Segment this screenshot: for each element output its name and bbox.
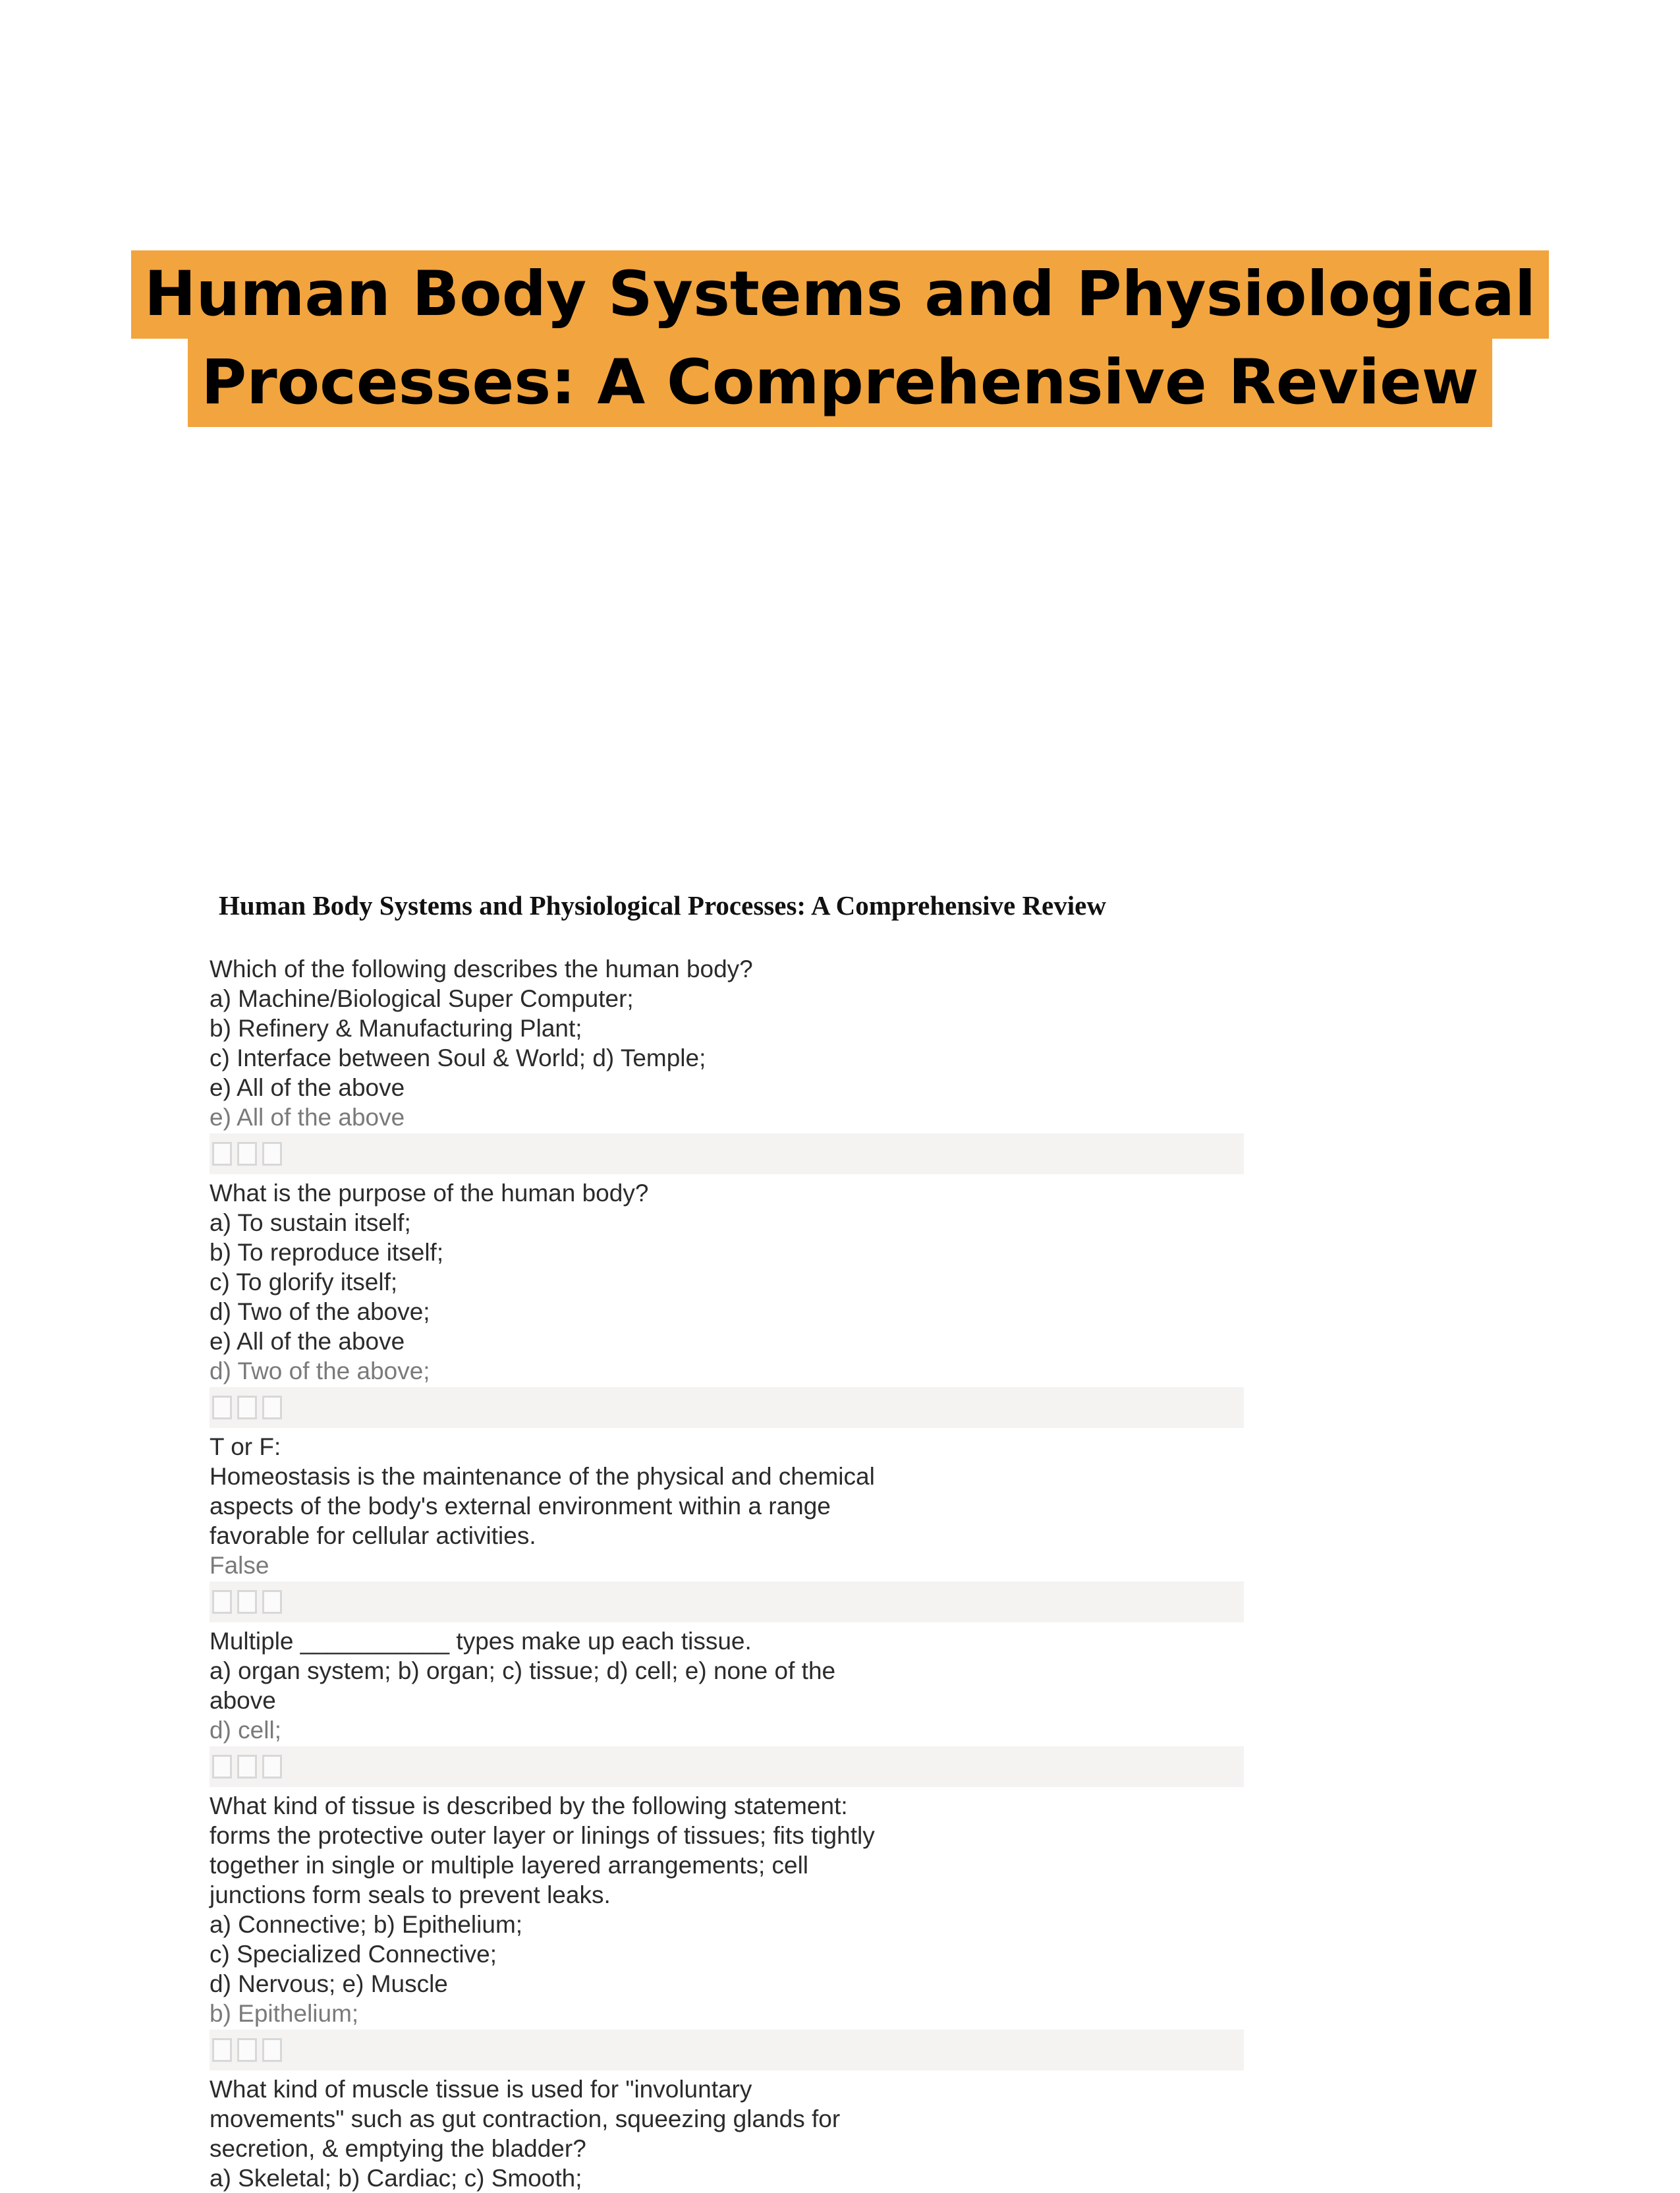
answer-text: d) cell; (210, 1717, 281, 1744)
option-text: b) To reproduce itself; (210, 1239, 444, 1266)
answer-text: d) Two of the above; (210, 1357, 430, 1384)
question-block (210, 2074, 1244, 2193)
option-text: e) All of the above (210, 1074, 405, 1101)
question-divider (210, 2030, 1244, 2070)
question-text: aspects of the body's external environment within a range (210, 1493, 831, 1520)
placeholder-box-icon (262, 1142, 282, 1166)
answer-text: False (210, 1552, 269, 1579)
placeholder-box-icon (237, 1142, 257, 1166)
document-title (0, 250, 1680, 427)
question-divider (210, 1387, 1244, 1428)
question-text: secretion, & emptying the bladder? (210, 2135, 586, 2162)
option-text: e) All of the above (210, 1328, 405, 1355)
placeholder-box-icon (262, 1396, 282, 1419)
question-text: What kind of tissue is described by the following statement: (210, 1792, 848, 1819)
option-text: a) Skeletal; b) Cardiac; c) Smooth; (210, 2165, 582, 2192)
placeholder-box-icon (237, 1396, 257, 1419)
question-block (210, 1178, 1244, 1386)
placeholder-box-icon (262, 1590, 282, 1614)
question-text: forms the protective outer layer or linings of tissues; fits tightly (210, 1822, 875, 1849)
scan-heading: Human Body Systems and Physiological Processes: A Comprehensive Review (219, 890, 1106, 921)
question-text: favorable for cellular activities. (210, 1522, 536, 1549)
question-divider (210, 1746, 1244, 1787)
placeholder-box-icon (212, 2038, 232, 2062)
question-text: What is the purpose of the human body? (210, 1180, 649, 1207)
question-block (210, 1626, 1244, 1745)
placeholder-box-icon (212, 1755, 232, 1779)
placeholder-box-icon (212, 1142, 232, 1166)
answer-text: e) All of the above (210, 1104, 405, 1131)
question-text: Homeostasis is the maintenance of the physical and chemical (210, 1463, 875, 1490)
placeholder-box-icon (237, 1755, 257, 1779)
question-divider (210, 1133, 1244, 1174)
title-line-2: Processes: A Comprehensive Review (188, 339, 1492, 427)
question-text: T or F: (210, 1433, 281, 1460)
option-text: d) Nervous; e) Muscle (210, 1970, 448, 1997)
question-text: movements" such as gut contraction, squeezing glands for (210, 2105, 841, 2132)
question-text: Which of the following describes the human body? (210, 955, 753, 983)
option-text: a) Connective; b) Epithelium; (210, 1911, 523, 1938)
option-text: a) organ system; b) organ; c) tissue; d) cell; e) none of the (210, 1657, 836, 1684)
placeholder-box-icon (262, 1755, 282, 1779)
placeholder-box-icon (237, 2038, 257, 2062)
option-text: d) Two of the above; (210, 1298, 430, 1325)
option-text: c) To glorify itself; (210, 1268, 398, 1296)
placeholder-box-icon (212, 1590, 232, 1614)
title-line-1: Human Body Systems and Physiological (131, 250, 1549, 339)
question-divider (210, 1581, 1244, 1622)
question-text: junctions form seals to prevent leaks. (210, 1881, 611, 1908)
option-text: a) Machine/Biological Super Computer; (210, 985, 634, 1012)
option-text: c) Interface between Soul & World; d) Temple; (210, 1044, 706, 1071)
question-block (210, 1791, 1244, 2028)
answer-text: b) Epithelium; (210, 2000, 359, 2027)
scanned-page (210, 890, 1244, 2193)
question-block (210, 1432, 1244, 1580)
question-text: What kind of muscle tissue is used for "involuntary (210, 2076, 752, 2103)
option-text: above (210, 1687, 276, 1714)
placeholder-box-icon (212, 1396, 232, 1419)
placeholder-box-icon (237, 1590, 257, 1614)
option-text: a) To sustain itself; (210, 1209, 411, 1236)
option-text: c) Specialized Connective; (210, 1941, 497, 1968)
question-text: Multiple ___________ types make up each tissue. (210, 1628, 752, 1655)
option-text: b) Refinery & Manufacturing Plant; (210, 1015, 582, 1042)
placeholder-box-icon (262, 2038, 282, 2062)
question-block (210, 954, 1244, 1132)
question-text: together in single or multiple layered arrangements; cell (210, 1852, 809, 1879)
